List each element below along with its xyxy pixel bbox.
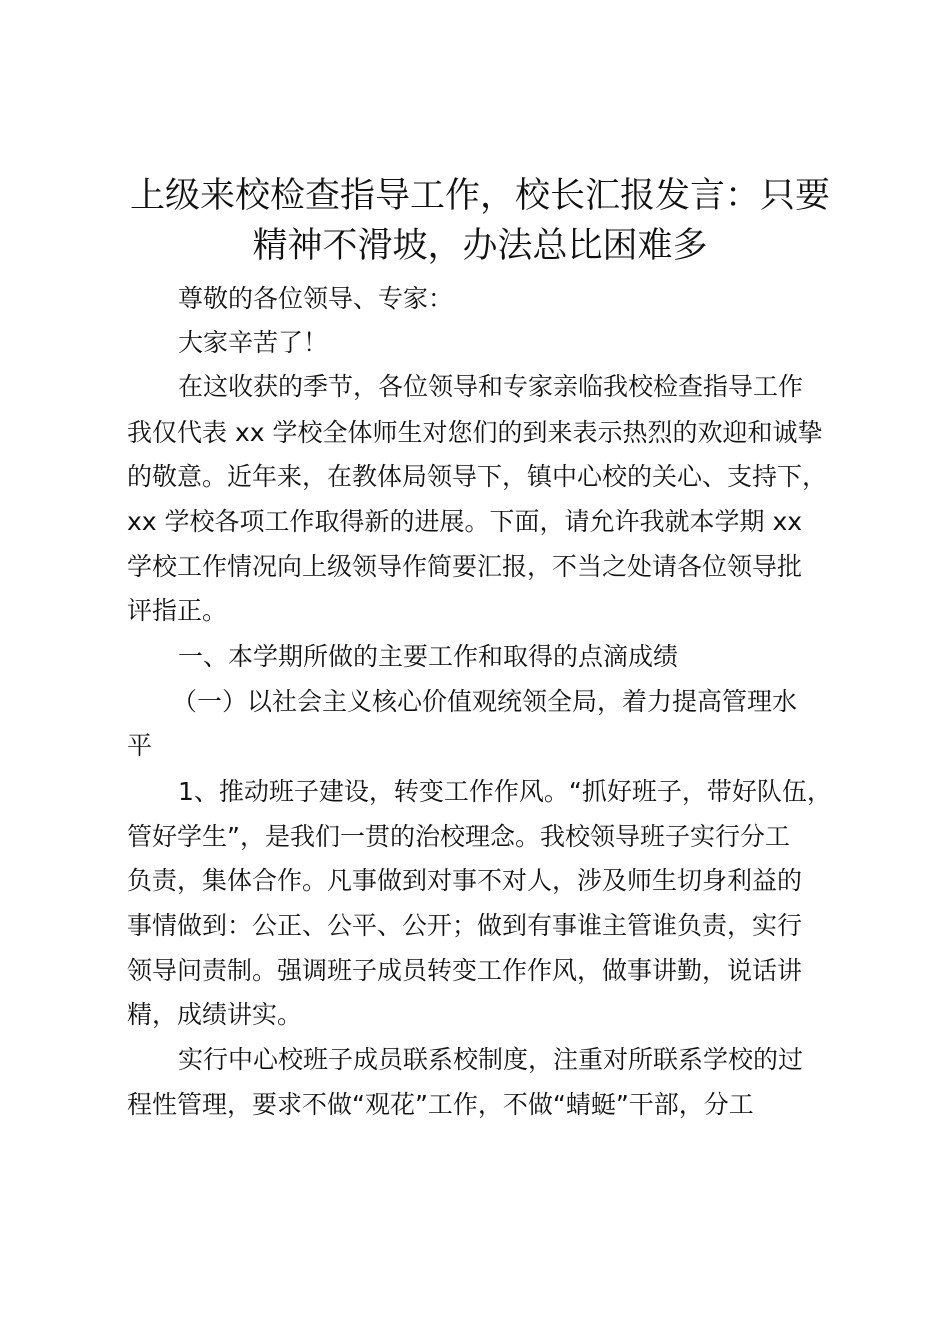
paragraph-line: 学校工作情况向上级领导作简要汇报，不当之处请各位领导批 [127, 552, 803, 581]
title-line-1: 上级来校检查指导工作，校长汇报发言：只要 [129, 176, 830, 216]
paragraph-line: 实行中心校班子成员联系校制度，注重对所联系学校的过 [178, 1045, 804, 1074]
paragraph-line: 评指正。 [127, 596, 228, 625]
paragraph-line: 管好学生”，是我们一贯的治校理念。我校领导班子实行分工 [127, 822, 790, 851]
paragraph-line: 我仅代表 xx 学校全体师生对您们的到来表示热烈的欢迎和诚挚 [127, 418, 823, 447]
subsection-heading-line: 平 [127, 731, 153, 760]
paragraph-line: 在这收获的季节，各位领导和专家亲临我校检查指导工作 [178, 372, 804, 401]
section-heading: 一、本学期所做的主要工作和取得的点滴成绩 [178, 642, 679, 671]
paragraph-line: 负责，集体合作。凡事做到对事不对人，涉及师生切身利益的 [127, 866, 803, 895]
greeting: 大家辛苦了！ [178, 328, 329, 357]
paragraph-line: 程性管理，要求不做“观花”工作，不做“蜻蜓”干部，分工 [127, 1090, 754, 1119]
paragraph-line: xx 学校各项工作取得新的进展。下面，请允许我就本学期 xx [127, 507, 803, 536]
salutation: 尊敬的各位领导、专家： [178, 284, 454, 313]
paragraph-line: 事情做到：公正、公平、公开；做到有事谁主管谁负责，实行 [127, 911, 803, 940]
title-line-2: 精神不滑坡，办法总比困难多 [252, 226, 708, 266]
paragraph-line: 精，成绩讲实。 [127, 1000, 303, 1029]
paragraph-line: 1、推动班子建设，转变工作作风。“抓好班子，带好队伍， [178, 777, 832, 806]
subsection-heading-line: （一）以社会主义核心价值观统领全局，着力提高管理水 [172, 687, 798, 716]
paragraph-line: 的敬意。近年来，在教体局领导下，镇中心校的关心、支持下， [127, 462, 828, 491]
paragraph-line: 领导问责制。强调班子成员转变工作作风，做事讲勤，说话讲 [127, 956, 803, 985]
